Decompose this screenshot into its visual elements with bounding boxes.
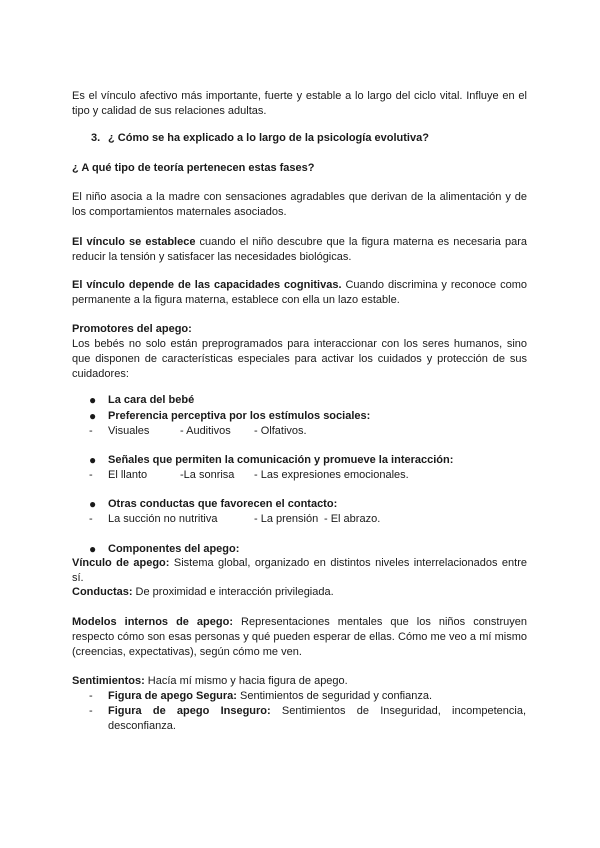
bullet-componentes: Componentes del apego: bbox=[108, 543, 240, 555]
conductas-text: De proximidad e interacción privilegiada. bbox=[132, 586, 334, 598]
list-item: El llanto bbox=[108, 469, 148, 481]
dash-icon: - bbox=[89, 690, 93, 702]
intro-paragraph: Es el vínculo afectivo más importante, fuerte y estable a lo largo del ciclo vital. Influye en el tipo y calidad de sus relaciones adultas. bbox=[72, 90, 527, 117]
question-number: 3. bbox=[91, 132, 101, 144]
segura-text: Sentimientos de seguridad y confianza. bbox=[236, 690, 433, 702]
dash-icon: - bbox=[89, 469, 93, 481]
conductas-bold: Conductas: bbox=[72, 586, 133, 598]
list-item: Visuales bbox=[108, 425, 150, 437]
bullet-otras-conductas: Otras conductas que favorecen el contacto: bbox=[108, 498, 338, 510]
modelos-paragraph bbox=[72, 615, 527, 660]
sentimientos-text: Hacía mí mismo y hacia figura de apego. bbox=[144, 675, 348, 687]
promotores-title: Promotores del apego: bbox=[72, 323, 192, 335]
list-item: -La sonrisa bbox=[180, 469, 235, 481]
phase-3-text: Cuando discrimina y reconoce como permanente a la figura materna, establece con ella un lazo estable. bbox=[72, 279, 527, 306]
bullet-cara-bebe: La cara del bebé bbox=[108, 394, 195, 406]
theory-question: ¿ A qué tipo de teoría pertenecen estas fases? bbox=[72, 162, 315, 174]
insegura-text-cont: desconfianza. bbox=[108, 720, 176, 732]
phase-2-bold: El vínculo se establece bbox=[72, 236, 196, 248]
modelos-bold: Modelos internos de apego: bbox=[72, 616, 233, 628]
phase-2-text: cuando el niño descubre que la figura materna es necesaria para reducir la tensión y satisfacer las necesidades biológicas. bbox=[72, 236, 527, 263]
promotores-paragraph: Los bebés no solo están preprogramados para interaccionar con los seres humanos, sino que disponen de características especiales para activar los cuidados y protección de sus cuidadores: bbox=[72, 338, 527, 380]
phase-3-bold: El vínculo depende de las capacidades cognitivas. bbox=[72, 279, 342, 291]
dash-icon: - bbox=[89, 513, 93, 525]
modelos-text: Representaciones mentales que los niños construyen respecto cómo son esas personas y qué pueden esperar de ellas. Cómo me veo a mí mismo (creencias, expectativas), según cómo me ven. bbox=[72, 616, 527, 658]
bullet-senales: Señales que permiten la comunicación y promueve la interacción: bbox=[108, 454, 454, 466]
phase-2-paragraph bbox=[72, 235, 527, 265]
insegura-text: Sentimientos de Inseguridad, incompetencia, bbox=[270, 705, 527, 717]
sentimientos-bold: Sentimientos: bbox=[72, 675, 145, 687]
list-item: - Auditivos bbox=[180, 425, 231, 437]
list-item: - La prensión bbox=[254, 513, 319, 525]
vinculo-text: Sistema global, organizado en distintos niveles interrelacionados entre sí. bbox=[72, 557, 527, 584]
bullet-preferencia: Preferencia perceptiva por los estímulos sociales: bbox=[108, 410, 371, 422]
bullet-icon: ● bbox=[89, 393, 97, 407]
insegura-bold: Figura de apego Inseguro: bbox=[108, 705, 271, 717]
bullet-icon: ● bbox=[89, 542, 97, 556]
insegura-item bbox=[108, 704, 526, 719]
bullet-icon: ● bbox=[89, 497, 97, 511]
dash-icon: - bbox=[89, 705, 93, 717]
segura-bold: Figura de apego Segura: bbox=[108, 690, 237, 702]
dash-icon: - bbox=[89, 425, 93, 437]
list-item: - Olfativos. bbox=[254, 425, 307, 437]
bullet-icon: ● bbox=[89, 453, 97, 467]
list-item: - Las expresiones emocionales. bbox=[254, 469, 409, 481]
vinculo-paragraph bbox=[72, 556, 527, 586]
bullet-icon: ● bbox=[89, 409, 97, 423]
segura-item bbox=[108, 689, 432, 704]
phase-1-paragraph: El niño asocia a la madre con sensaciones agradables que derivan de la alimentación y de los comportamientos maternales asociados. bbox=[72, 191, 527, 218]
list-item: - El abrazo. bbox=[324, 513, 381, 525]
conductas-paragraph bbox=[72, 585, 527, 600]
vinculo-bold: Vínculo de apego: bbox=[72, 557, 170, 569]
question-heading: ¿ Cómo se ha explicado a lo largo de la psicología evolutiva? bbox=[108, 132, 429, 144]
phase-3-paragraph bbox=[72, 278, 527, 308]
sentimientos-paragraph bbox=[72, 674, 527, 689]
list-item: La succión no nutritiva bbox=[108, 513, 218, 525]
